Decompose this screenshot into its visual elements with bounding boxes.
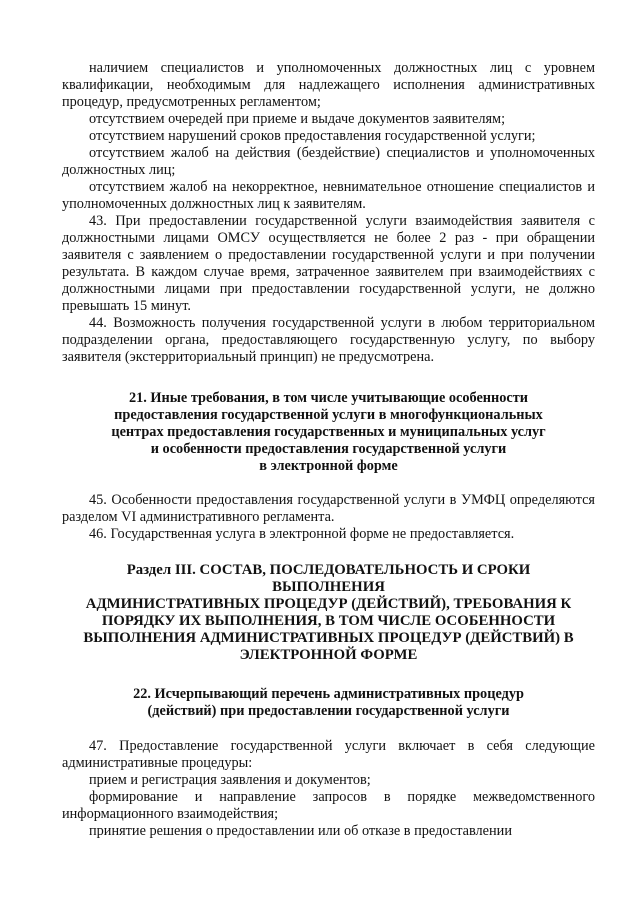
text-block-3 <box>62 738 595 840</box>
heading-line: и особенности предоставления государственной услуги <box>150 441 507 457</box>
heading-22 <box>62 686 595 720</box>
text-block-1 <box>62 60 595 366</box>
text-block-2 <box>62 492 595 543</box>
heading-line: АДМИНИСТРАТИВНЫХ ПРОЦЕДУР (ДЕЙСТВИЙ), ТРЕБОВАНИЯ К <box>85 596 572 612</box>
heading-line: Раздел III. СОСТАВ, ПОСЛЕДОВАТЕЛЬНОСТЬ И СРОКИ <box>126 562 531 578</box>
paragraph: принятие решения о предоставлении или об отказе в предоставлении <box>89 823 512 839</box>
heading-line: ПОРЯДКУ ИХ ВЫПОЛНЕНИЯ, В ТОМ ЧИСЛЕ ОСОБЕННОСТИ <box>101 613 556 629</box>
section-3-title <box>62 562 595 664</box>
paragraph: формирование и направление запросов в порядке межведомственного информационного взаимодействия; <box>62 789 595 822</box>
paragraph: 44. Возможность получения государственной услуги в любом территориальном подразделении органа, предоставляющего государственную услугу, по выбору заявителя (экстерриториальный принцип) не предусмотрена. <box>62 315 595 365</box>
paragraph: отсутствием очередей при приеме и выдаче документов заявителям; <box>89 111 506 127</box>
paragraph: отсутствием жалоб на действия (бездействие) специалистов и уполномоченных должностных лиц; <box>62 145 595 178</box>
paragraph: прием и регистрация заявления и документов; <box>89 772 371 788</box>
heading-line: ВЫПОЛНЕНИЯ <box>272 579 385 595</box>
heading-line: в электронной форме <box>259 458 398 474</box>
paragraph: 47. Предоставление государственной услуги включает в себя следующие административные процедуры: <box>62 738 595 771</box>
heading-21 <box>62 390 595 475</box>
heading-line: центрах предоставления государственных и муниципальных услуг <box>111 424 546 440</box>
heading-line: (действий) при предоставлении государственной услуги <box>147 703 510 719</box>
paragraph: 43. При предоставлении государственной услуги взаимодействия заявителя с должностными лицами ОМСУ осуществляется не более 2 раз - при обращении заявителя с заявлением о предоставлении государственной услуги и при получении результата. В каждом случае время, затраченное заявителем при взаимодействиях с должностными лицами при предоставлении государственной услуги, не должно превышать 15 минут. <box>62 213 595 314</box>
paragraph: отсутствием жалоб на некорректное, невнимательное отношение специалистов и уполномоченных должностных лиц к заявителям. <box>62 179 595 212</box>
paragraph: 46. Государственная услуга в электронной форме не предоставляется. <box>89 526 515 542</box>
paragraph: наличием специалистов и уполномоченных должностных лиц с уровнем квалификации, необходимым для надлежащего исполнения административных процедур, предусмотренных регламентом; <box>62 60 595 110</box>
heading-line: ЭЛЕКТРОННОЙ ФОРМЕ <box>239 647 418 663</box>
heading-line: 22. Исчерпывающий перечень административных процедур <box>133 686 524 702</box>
heading-line: ВЫПОЛНЕНИЯ АДМИНИСТРАТИВНЫХ ПРОЦЕДУР (ДЕЙСТВИЙ) В <box>83 630 574 646</box>
heading-line: предоставления государственной услуги в многофункциональных <box>114 407 543 423</box>
paragraph: отсутствием нарушений сроков предоставления государственной услуги; <box>89 128 536 144</box>
paragraph: 45. Особенности предоставления государственной услуги в УМФЦ определяются разделом VI административного регламента. <box>62 492 595 525</box>
heading-line: 21. Иные требования, в том числе учитывающие особенности <box>128 390 529 406</box>
